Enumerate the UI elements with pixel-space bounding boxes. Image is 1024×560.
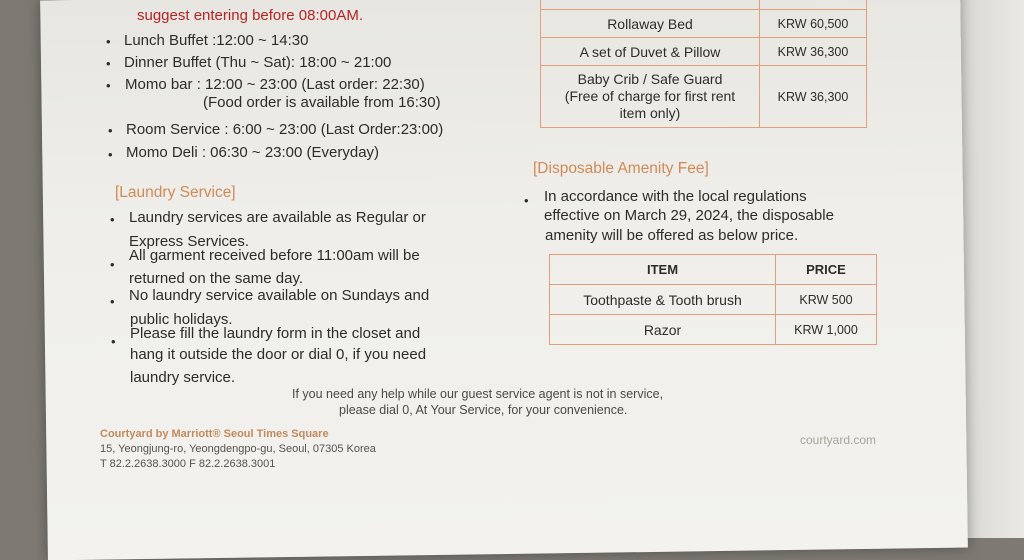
item-line: (Free of charge for first rent xyxy=(564,88,736,104)
lunch-buffet-hours: Lunch Buffet :12:00 ~ 14:30 xyxy=(124,32,309,49)
amenity-price-table xyxy=(549,254,877,345)
table-header-row xyxy=(550,255,877,285)
laundry-line: public holidays. xyxy=(130,311,233,328)
laundry-line: Express Services. xyxy=(129,233,250,250)
momo-bar-food-note: (Food order is available from 16:30) xyxy=(203,94,441,111)
price-cell: KRW 36,300 xyxy=(760,66,867,128)
item-cell: A set of Duvet & Pillow xyxy=(541,38,760,66)
help-note-line: If you need any help while our guest service agent is not in service, xyxy=(292,387,664,401)
table-row xyxy=(541,10,867,38)
amenity-line: In accordance with the local regulations xyxy=(544,188,807,205)
help-note-line: please dial 0, At Your Service, for your convenience. xyxy=(339,403,628,417)
extras-price-table xyxy=(540,0,867,128)
price-cell: KRW 1,000 xyxy=(776,315,877,345)
table-row xyxy=(550,285,877,315)
amenity-line: amenity will be offered as below price. xyxy=(545,227,799,244)
hotel-phone: T 82.2.2638.3000 F 82.2.2638.3001 xyxy=(100,458,276,470)
laundry-title: [Laundry Service] xyxy=(115,184,236,201)
dinner-buffet-hours: Dinner Buffet (Thu ~ Sat): 18:00 ~ 21:00 xyxy=(124,54,392,71)
hotel-name: Courtyard by Marriott® Seoul Times Square xyxy=(100,428,329,440)
price-cell: KRW 500 xyxy=(776,285,877,315)
item-line: item only) xyxy=(619,105,681,121)
amenity-line: effective on March 29, 2024, the disposable xyxy=(544,207,834,224)
column-header: PRICE xyxy=(776,255,877,285)
hotel-address: 15, Yeongjung-ro, Yeongdengpo-gu, Seoul, 07305 Korea xyxy=(100,443,376,455)
bullet-icon: • xyxy=(110,257,115,272)
item-cell: Toothpaste & Tooth brush xyxy=(550,285,776,315)
bullet-icon: • xyxy=(106,34,111,49)
bullet-icon: • xyxy=(106,78,111,93)
price-cell: KRW 60,500 xyxy=(760,10,867,38)
laundry-line: Please fill the laundry form in the closet and xyxy=(130,325,421,342)
table-row xyxy=(541,66,867,128)
bullet-icon: • xyxy=(108,147,113,162)
bullet-icon: • xyxy=(110,212,115,227)
item-line: Baby Crib / Safe Guard xyxy=(577,71,723,87)
room-service-hours: Room Service : 6:00 ~ 23:00 (Last Order:23:00) xyxy=(126,121,444,138)
item-cell: Razor xyxy=(550,315,776,345)
laundry-line: No laundry service available on Sundays and xyxy=(129,287,430,304)
bullet-icon: • xyxy=(110,294,115,309)
laundry-line: hang it outside the door or dial 0, if you need xyxy=(130,346,427,363)
laundry-line: returned on the same day. xyxy=(129,270,303,287)
price-cell: KRW 36,300 xyxy=(760,38,867,66)
item-cell xyxy=(541,66,760,128)
item-cell: Rollaway Bed xyxy=(541,10,760,38)
amenity-title: [Disposable Amenity Fee] xyxy=(533,160,709,177)
laundry-line: All garment received before 11:00am will be xyxy=(129,247,420,264)
laundry-line: Laundry services are available as Regular or xyxy=(129,209,426,226)
breakfast-note: suggest entering before 08:00AM. xyxy=(137,7,363,24)
momo-bar-hours: Momo bar : 12:00 ~ 23:00 (Last order: 22:30) xyxy=(125,76,425,93)
hotel-website: courtyard.com xyxy=(800,433,877,447)
bullet-icon: • xyxy=(111,334,116,349)
table-row xyxy=(541,0,867,10)
bullet-icon: • xyxy=(108,123,113,138)
column-header: ITEM xyxy=(550,255,776,285)
momo-deli-hours: Momo Deli : 06:30 ~ 23:00 (Everyday) xyxy=(126,144,380,161)
table-row xyxy=(550,315,877,345)
bullet-icon: • xyxy=(524,193,529,208)
laundry-line: laundry service. xyxy=(130,369,236,386)
bullet-icon: • xyxy=(106,56,111,71)
table-row xyxy=(541,38,867,66)
